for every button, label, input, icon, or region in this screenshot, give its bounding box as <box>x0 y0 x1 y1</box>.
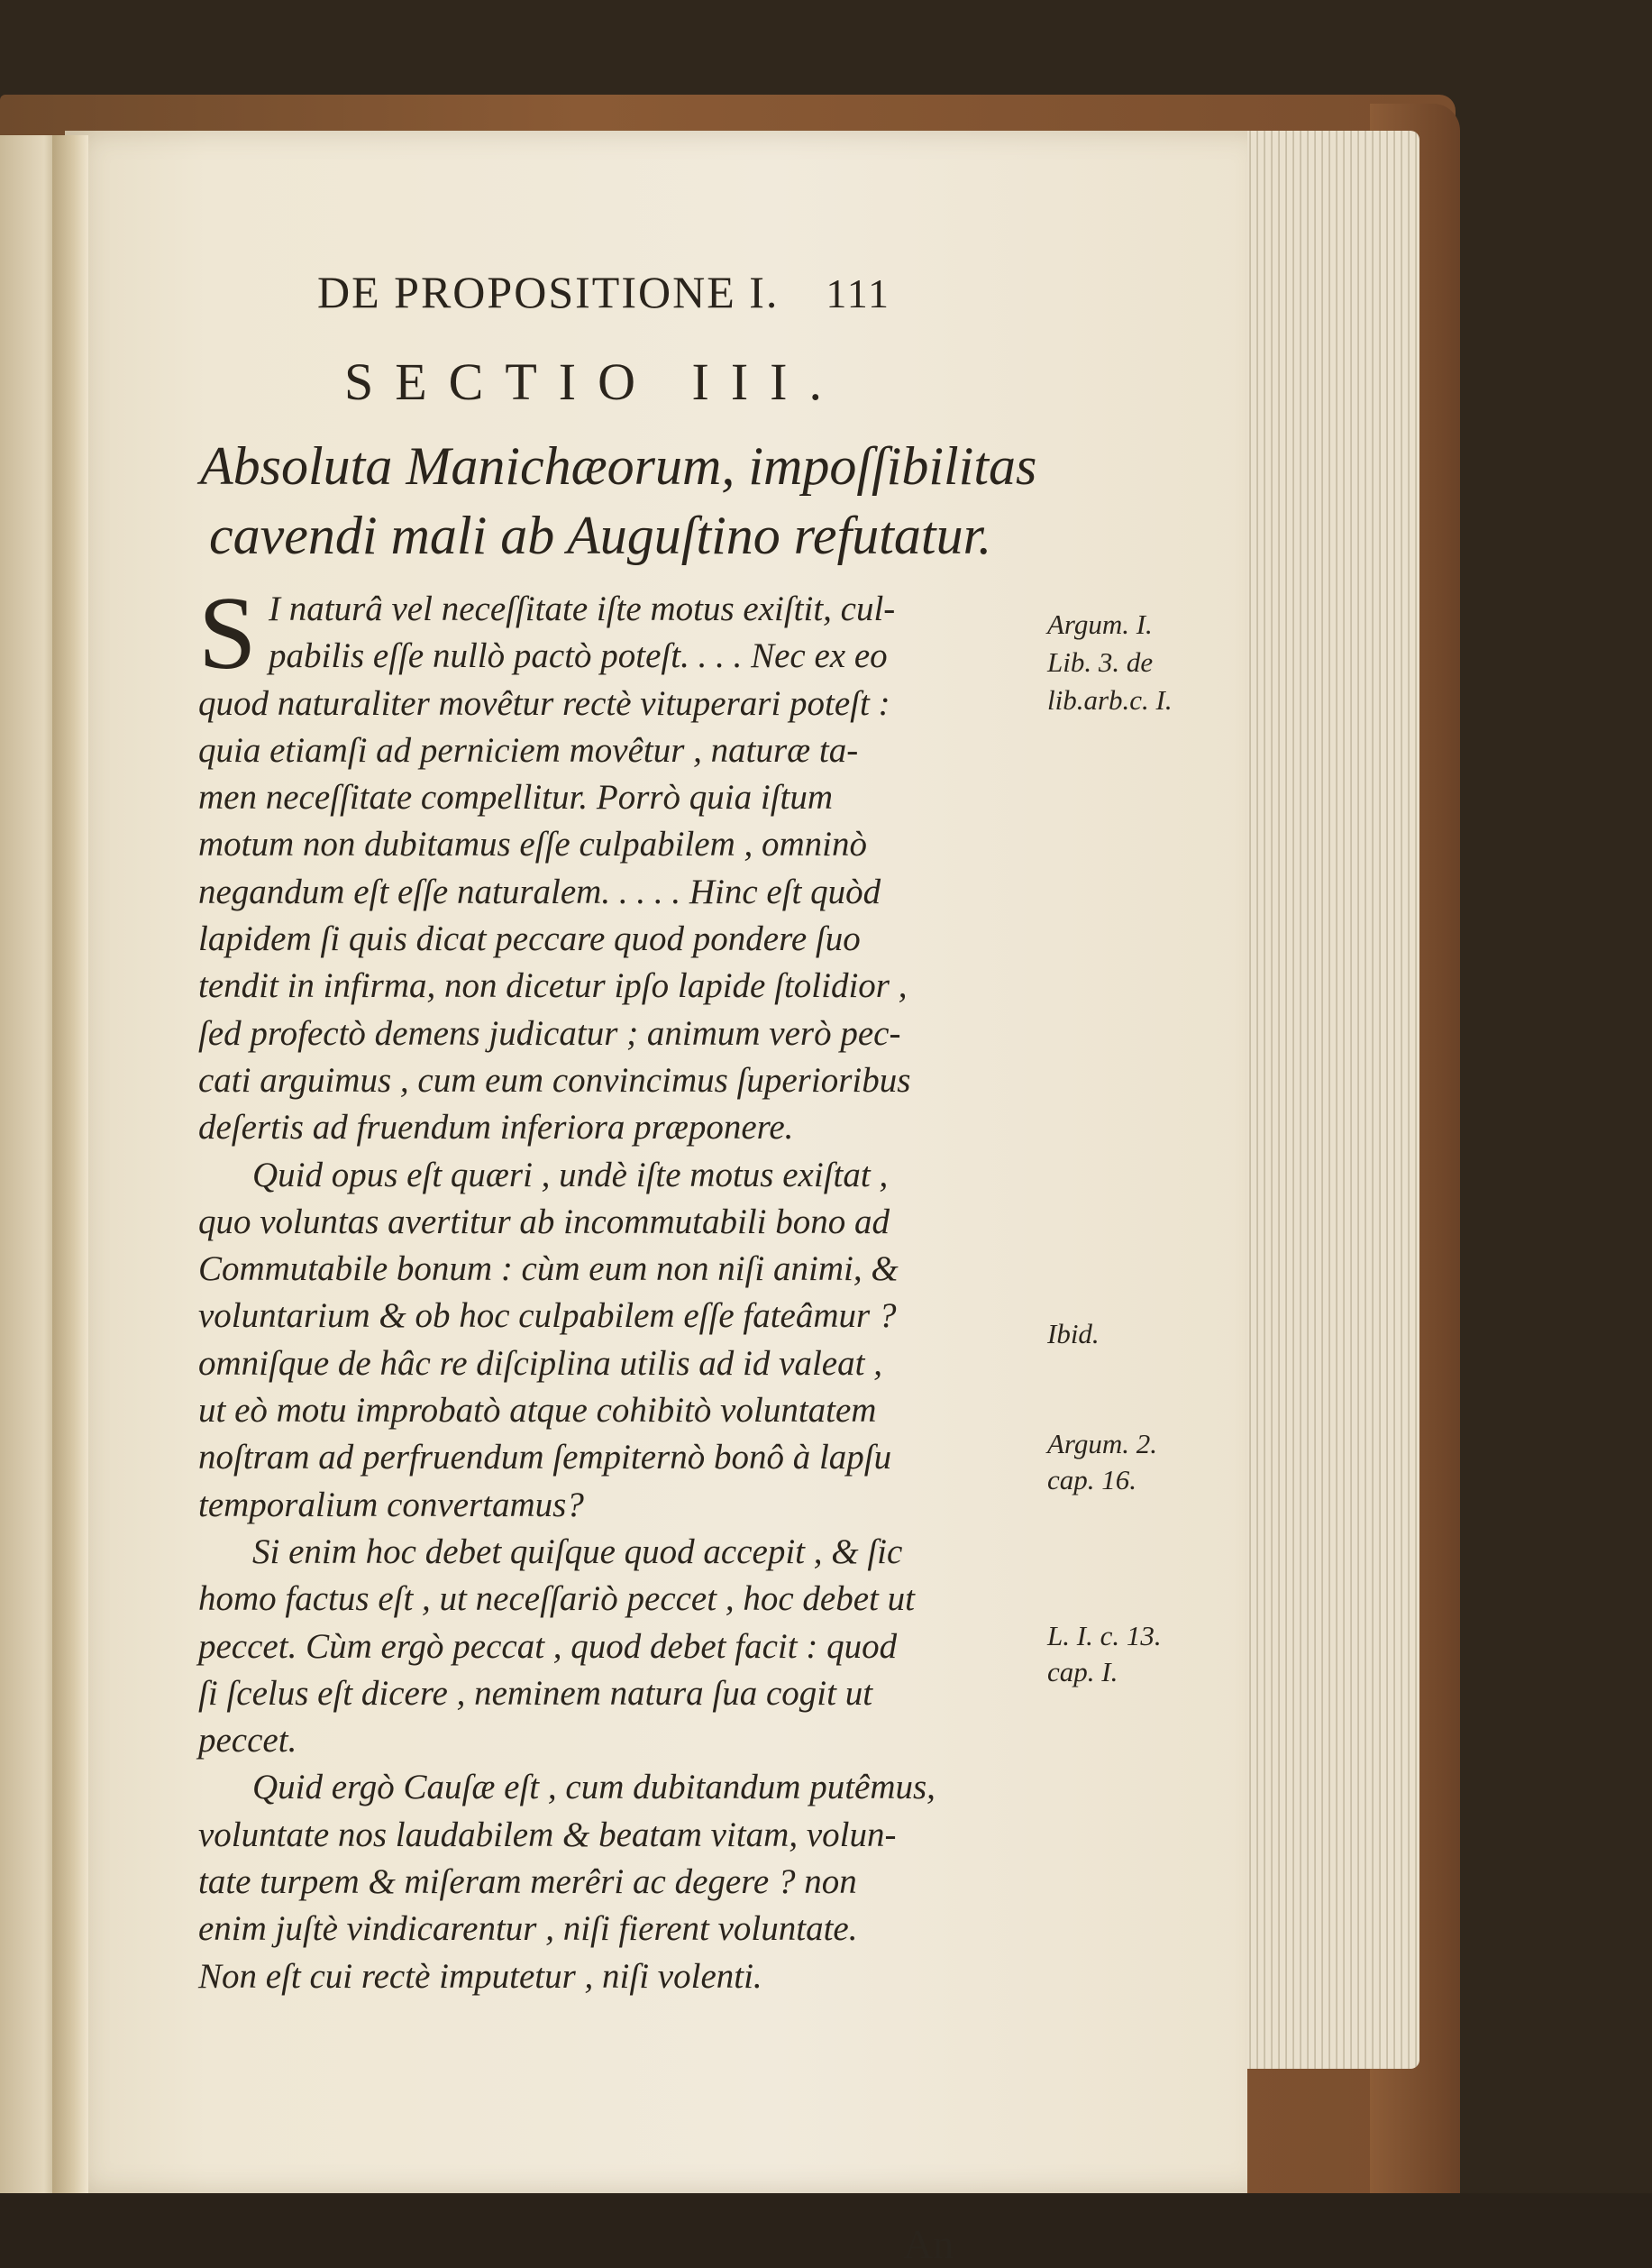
body-line: quod naturaliter movêtur rectè vituperari poteſt : <box>198 683 890 723</box>
body-line: men neceſſitate compellitur. Porrò quia iſtum <box>198 778 834 818</box>
body-line: enim juſtè vindicarentur , niſi fierent voluntate. <box>198 1909 858 1949</box>
body-line: I naturâ vel neceſſitate iſte motus exiſtit, cul- <box>269 590 896 628</box>
margin-note: lib.arb.c. I. <box>1047 684 1173 716</box>
book-page <box>65 131 1247 2267</box>
body-line: Si enim hoc debet quiſque quod accepit , & ſic <box>252 1532 903 1571</box>
body-line: ut eò motu improbatò atque cohibitò voluntatem <box>198 1391 877 1431</box>
margin-note: Argum. 2. <box>1047 1428 1157 1459</box>
body-line: Non eſt cui rectè imputetur , niſi volenti. <box>198 1956 762 1996</box>
body-line: voluntarium & ob hoc culpabilem eſſe fateâmur ? <box>198 1296 897 1336</box>
body-line: negandum eſt eſſe naturalem. . . . . Hinc eſt quòd <box>198 872 881 911</box>
running-head-title: DE PROPOSITIONE I. <box>317 267 780 317</box>
gutter-shadow <box>52 135 88 2193</box>
body-line: Commutabile bonum : cùm eum non niſi animi, & <box>198 1249 899 1289</box>
body-line: tendit in infirma, non dicetur ipſo lapide ſtolidior , <box>198 966 908 1006</box>
body-line: quo voluntas avertitur ab incommutabili bono ad <box>198 1202 890 1241</box>
catchword: An <box>903 2221 954 2267</box>
body-text <box>198 586 1027 2000</box>
margin-note: Ibid. <box>1047 1318 1100 1349</box>
margin-note: Lib. 3. de <box>1047 646 1154 678</box>
body-line: temporalium convertamus? <box>198 1485 584 1524</box>
margin-note: cap. 16. <box>1047 1464 1137 1495</box>
body-line: lapidem ſi quis dicat peccare quod pondere ſuo <box>198 919 861 959</box>
page-edges <box>1244 131 1419 2069</box>
title-line-1: Absolutа Manichæorum, impoſſibilitas <box>200 436 1037 496</box>
margin-note: Argum. I. <box>1047 608 1153 640</box>
body-line: cati arguimus , cum eum convincimus ſuperioribus <box>198 1060 911 1100</box>
running-head <box>317 266 890 318</box>
body-line: peccet. <box>198 1721 297 1760</box>
body-line: ſed profectò demens judicatur ; animum verò pec- <box>198 1013 901 1053</box>
title-line-2: cavendi mali ab Auguſtino refutatur. <box>209 506 992 565</box>
body-line: voluntate nos laudabilem & beatam vitam, volun- <box>198 1815 897 1854</box>
body-line: homo factus eſt , ut neceſſariò peccet , hoc debet ut <box>198 1579 915 1619</box>
body-line: Quid opus eſt quæri , undè iſte motus exiſtat , <box>252 1155 889 1194</box>
body-line: quia etiamſi ad perniciem movêtur , naturæ ta- <box>198 730 859 770</box>
margin-note: L. I. c. 13. <box>1047 1620 1162 1651</box>
body-line: pabilis eſſe nullò pactò poteſt. . . . Nec ex eo <box>269 636 888 676</box>
margin-note: cap. I. <box>1047 1656 1118 1687</box>
body-line: ſi ſcelus eſt dicere , neminem natura ſua cogit ut <box>198 1673 873 1713</box>
body-line: peccet. Cùm ergò peccat , quod debet facit : quod <box>198 1626 898 1666</box>
body-line: tate turpem & miſeram merêri ac degere ? non <box>198 1862 857 1902</box>
body-line: noſtram ad perfruendum ſempiternò bonô à lapſu <box>198 1438 892 1477</box>
section-heading: SECTIO III. <box>344 352 844 411</box>
body-line: omniſque de hâc re diſciplina utilis ad id valeat , <box>198 1343 882 1383</box>
body-line: deſertis ad fruendum inferiora præponere. <box>198 1108 794 1148</box>
drop-cap: S <box>198 576 257 691</box>
body-line: motum non dubitamus eſſe culpabilem , omninò <box>198 825 868 864</box>
page-number: 111 <box>826 270 890 316</box>
body-line: Quid ergò Cauſæ eſt , cum dubitandum putêmus, <box>252 1768 936 1807</box>
